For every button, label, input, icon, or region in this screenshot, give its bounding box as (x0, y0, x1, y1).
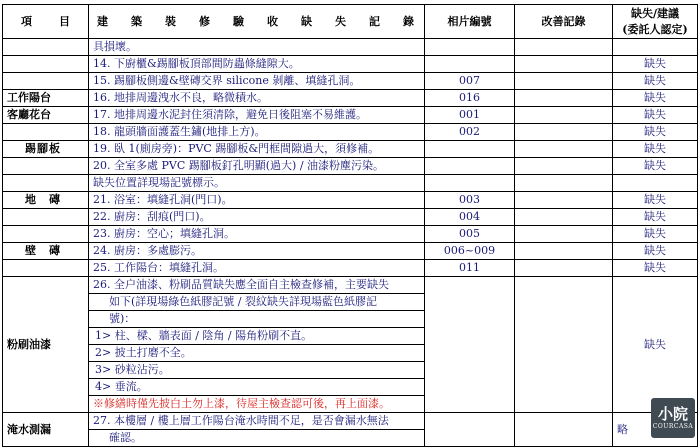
header-row (3, 5, 698, 39)
table-row (3, 243, 698, 260)
paint-note: ※修繕時僅先披白土勿上漆，待屋主檢查認可後，再上面漆。 (89, 396, 425, 413)
row-defect: 缺失 (613, 209, 698, 226)
table-row (3, 39, 698, 56)
row-category (3, 158, 89, 175)
row-photo-no: 002 (425, 124, 515, 141)
water-category: 淹水測漏 (3, 413, 89, 447)
row-defect (613, 39, 698, 56)
table-row (3, 260, 698, 277)
row-improvement (515, 243, 613, 260)
header-improvement: 改善記錄 (515, 5, 613, 39)
row-description: 15. 踢腳板側邊&壁磚交界 silicone 剝離、填縫孔洞。 (89, 73, 425, 90)
row-description: 21. 浴室：填縫孔洞(門口)。 (89, 192, 425, 209)
header-category: 項 目 (3, 5, 89, 39)
row-improvement (515, 56, 613, 73)
row-category (3, 260, 89, 277)
row-defect: 缺失 (613, 260, 698, 277)
row-description: 缺失位置詳現場記號標示。 (89, 175, 425, 192)
row-category (3, 226, 89, 243)
table-row (3, 141, 698, 158)
table-row (3, 226, 698, 243)
row-description: 17. 地排周邊水泥封住須清除，避免日後阻塞不易維護。 (89, 107, 425, 124)
row-improvement (515, 73, 613, 90)
table-row (3, 192, 698, 209)
inspection-table (2, 4, 698, 447)
header-description: 建 築 裝 修 驗 收 缺 失 記 錄 (89, 5, 425, 39)
row-description: 14. 下廚櫃&踢腳板頂部間防蟲條縫隙大。 (89, 56, 425, 73)
row-defect: 缺失 (613, 243, 698, 260)
water-defect: 略 (613, 413, 698, 447)
watermark-logo: 小院 COURCASA (651, 398, 695, 438)
row-category (3, 73, 89, 90)
row-photo-no: 011 (425, 260, 515, 277)
table-row (3, 107, 698, 124)
row-photo-no: 003 (425, 192, 515, 209)
paint-row (3, 277, 698, 294)
row-category: 地 磚 (3, 192, 89, 209)
table-row (3, 73, 698, 90)
row-improvement (515, 226, 613, 243)
row-category (3, 209, 89, 226)
row-category: 工作陽台 (3, 90, 89, 107)
water-improvement (515, 413, 613, 447)
row-photo-no (425, 56, 515, 73)
row-defect: 缺失 (613, 141, 698, 158)
table-row (3, 56, 698, 73)
row-description: 25. 工作陽台：填縫孔洞。 (89, 260, 425, 277)
row-improvement (515, 90, 613, 107)
row-description: 24. 廚房：多處膨污。 (89, 243, 425, 260)
paint-line: 如下(詳現場綠色紙膠記號 / 裂紋缺失詳現場藍色紙膠記 (89, 294, 425, 311)
row-defect: 缺失 (613, 158, 698, 175)
row-photo-no (425, 175, 515, 192)
row-photo-no (425, 141, 515, 158)
paint-category: 粉刷油漆 (3, 277, 89, 413)
row-improvement (515, 141, 613, 158)
row-improvement (515, 260, 613, 277)
row-photo-no: 004 (425, 209, 515, 226)
row-photo-no (425, 158, 515, 175)
row-category: 踢 腳 板 (3, 141, 89, 158)
header-defect: 缺失/建議 (委託人認定) (613, 5, 698, 39)
row-category (3, 39, 89, 56)
row-improvement (515, 158, 613, 175)
row-improvement (515, 107, 613, 124)
row-photo-no: 006~009 (425, 243, 515, 260)
row-description: 19. 臥 1(廁房旁)：PVC 踢腳板&門框間隙過大，須修補。 (89, 141, 425, 158)
row-description: 具損壞。 (89, 39, 425, 56)
paint-defect: 缺失 (613, 277, 698, 413)
row-defect: 缺失 (613, 192, 698, 209)
row-improvement (515, 175, 613, 192)
row-photo-no: 001 (425, 107, 515, 124)
table-row (3, 158, 698, 175)
row-description: 22. 廚房：刮痕(門口)。 (89, 209, 425, 226)
table-row (3, 90, 698, 107)
paint-improvement (515, 277, 613, 413)
row-description: 18. 龍頭牆面護蓋生鏽(地排上方)。 (89, 124, 425, 141)
paint-line: 1> 柱、樑、牆表面 / 陰角 / 陽角粉刷不直。 (89, 328, 425, 345)
water-row (3, 413, 698, 430)
row-improvement (515, 209, 613, 226)
row-defect: 缺失 (613, 56, 698, 73)
table-row (3, 209, 698, 226)
table-row (3, 124, 698, 141)
paint-line: 3> 砂粒沾污。 (89, 362, 425, 379)
row-defect: 缺失 (613, 107, 698, 124)
paint-line: 2> 披土打磨不全。 (89, 345, 425, 362)
row-defect: 缺失 (613, 90, 698, 107)
row-description: 23. 廚房：空心；填縫孔洞。 (89, 226, 425, 243)
water-photo-no (425, 413, 515, 447)
row-defect: 缺失 (613, 124, 698, 141)
row-photo-no: 007 (425, 73, 515, 90)
row-description: 16. 地排周邊洩水不良，略微積水。 (89, 90, 425, 107)
water-line: 27. 本樓層 / 樓上層工作陽台淹水時間不足，是否會漏水無法 (89, 413, 425, 430)
row-category (3, 175, 89, 192)
row-improvement (515, 192, 613, 209)
row-category (3, 56, 89, 73)
row-photo-no: 005 (425, 226, 515, 243)
water-line: 確認。 (89, 430, 425, 447)
row-improvement (515, 124, 613, 141)
row-defect: 缺失 (613, 226, 698, 243)
row-photo-no: 016 (425, 90, 515, 107)
table-row (3, 175, 698, 192)
row-defect (613, 175, 698, 192)
row-defect: 缺失 (613, 73, 698, 90)
paint-line: 4> 垂流。 (89, 379, 425, 396)
header-photo-no: 相片編號 (425, 5, 515, 39)
row-description: 20. 全室多處 PVC 踢腳板釘孔明顯(過大) / 油漆粉塵污染。 (89, 158, 425, 175)
row-photo-no (425, 39, 515, 56)
paint-line: 26. 全户油漆、粉刷品質缺失應全面自主檢查修補，主要缺失 (89, 277, 425, 294)
row-category (3, 124, 89, 141)
row-category: 客廳花台 (3, 107, 89, 124)
row-category: 壁 磚 (3, 243, 89, 260)
row-improvement (515, 39, 613, 56)
paint-line: 號)： (89, 311, 425, 328)
paint-photo-no (425, 277, 515, 413)
